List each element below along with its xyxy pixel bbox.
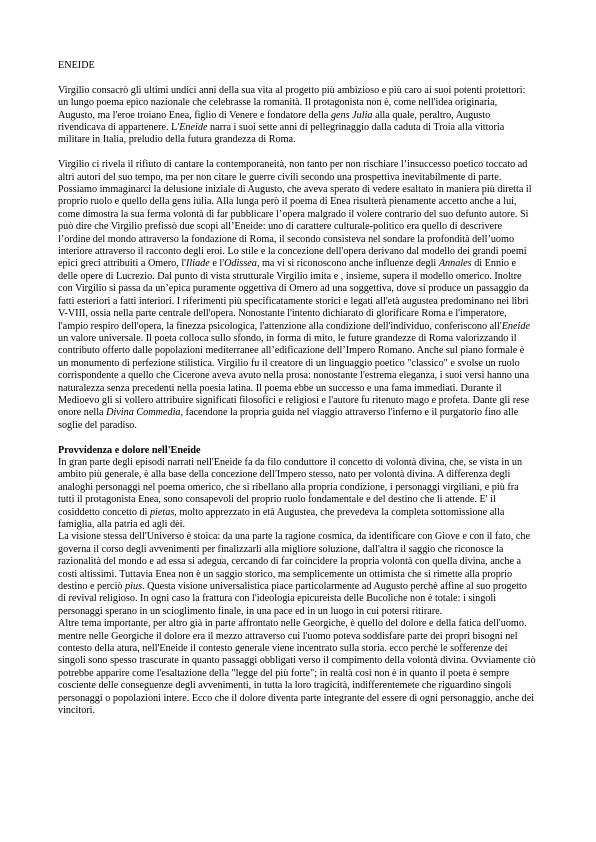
italic-text: Divina Commedia	[106, 407, 181, 419]
italic-text: Odissea	[224, 258, 257, 270]
italic-text: Annales	[438, 258, 472, 270]
text-run: di Ennio e delle opere di Lucrezio. Dal punto di vista strutturale Virgilio imita e , insieme, supera il modello omerico. Inoltre con Virgilio si passa da un’epica puramente oggettiva di Omero ad una soggettiva, dove si produce un passaggio da fatti esteriori a fatti interiori. I riferimenti più specificatamente storici e legati all'età augustea predominano nei libri V-VIII, ossia nella parte centrale dell'opera. Nonostante l'intento dichiarato di glorificare Roma e l'imperatore, l'ampio respiro dell'opera, la finezza psicologica, l'attenzione alla condizione dell'individuo, conferiscono all'	[58, 258, 529, 332]
text-run: Virgilio consacrò gli ultimi undici anni della sua vita al progetto più ambizioso e più caro ai suoi potenti protettori: un lungo poema epico nazionale che celebrasse la romanità. Il protagonista non è, come nell'idea originaria, Augusto, ma l'eroe troiano Enea, figlio di Venere e fondatore della	[58, 84, 526, 121]
text-run: In gran parte degli episodi narrati nell'Eneide fa da filo conduttore il concetto di volontà divina, che, se vista in un ambito più generale, è alla base della concezione dell'Impero stesso, nato per volontà divina. A differenza degli analoghi personaggi nel poema omerico, che si ribellano alla propria condizione, i personaggi virgiliani, e più fra tutti il protagonista Enea, sono consapevoli del proprio ruolo fondamentale e del destino che li attende. E' il cosiddetto concetto di	[58, 456, 523, 518]
italic-text: Iliade	[186, 258, 210, 270]
document-page	[58, 60, 536, 717]
paragraph-providence	[58, 457, 536, 531]
text-run: alla quale, peraltro, Augusto rivendicava di appartenere. L'	[58, 109, 491, 134]
spacer	[58, 432, 536, 444]
paragraph-stoic-vision	[58, 531, 536, 618]
paragraph-analysis	[58, 159, 536, 432]
italic-text: pius	[125, 581, 143, 593]
text-run: e l'	[209, 258, 225, 270]
text-run: un valore universale. Il poeta colloca sullo sfondo, in forma di mito, le future grandezze di Roma valorizzando il contributo offerto dalle popolazioni mediterranee all’edificazione dell’Impero Romano. Anche sul piano formale è un monumento di perfezione stilistica. Virgilio fu il creatore di un linguaggio poetico "classico" e svolse un ruolo corrispondente a quello che Cicerone aveva avuto nella prosa: nonostante l'estrema eleganza, i suoi versi hanno una naturalezza senza precedenti nella poesia latina. Il poema ebbe un successo e una fama immediati. Durante il Medioevo gli si vollero attribuire significati filosofici e religiosi e l'autore fu ritenuto mago e profeta. Dante gli rese onore nella	[58, 332, 530, 419]
paragraph-intro	[58, 85, 536, 147]
italic-text: gens Julia	[330, 109, 373, 121]
italic-text: pietas	[149, 506, 175, 518]
spacer	[58, 147, 536, 159]
text-run: , ma vi si riconoscono anche influenze degli	[256, 258, 439, 270]
text-run: , facendone la propria guida nel viaggio attraverso l'inferno e il purgatorio fino alle soglie del paradiso.	[58, 407, 519, 431]
section-heading: Provvidenza e dolore nell'Eneide	[58, 444, 201, 456]
italic-text: Eneide	[179, 122, 208, 134]
text-run: . Questa visione universalistica piace particolarmente ad Augusto perchè affine al suo progetto di revival religioso. In ogni caso la frattura con l'ideologia epicureista delle Bucoliche non è totale: i singoli personaggi sperano in un scioglimento finale, in una pace ed in un luogo in cui potersi ritirare.	[58, 581, 527, 617]
italic-text: Eneide	[501, 320, 530, 332]
spacer	[58, 72, 536, 84]
text-run: Virgilio ci rivela il rifiuto di cantare la contemporaneità, non tanto per non rischiare l’insuccesso poetico toccato ad altri autori del suo tempo, ma per non citare le guerre civili secondo una prospettiva inevitabilmente di parte. Possiamo immaginarci la delusione iniziale di Augusto, che aveva sperato di vedere esaltato in maniera più diretta il proprio ruolo e quello della gens iulia. Alla lunga però il poema di Enea risulterà pienamente accetto anche a lui, come dimostra la sua ferma volontà di far pubblicare l’opera malgrado il volere contrario del suo defunto autore. Si può dire che Virgilio prefissò due scopi all’Eneide: uno di carattere culturale-politico era quello di descrivere l’ordine del mondo attraverso la fondazione di Roma, il secondo consisteva nel sondare la profondità dell’uomo interiore attraverso il racconto degli eroi. Lo stile e la concezione dell'opera derivano dal modello dei grandi poemi epici greci attribuiti a Omero, l'	[58, 159, 532, 270]
paragraph-pain	[58, 618, 536, 717]
text-run: Altre tema importante, per altro già in parte affrontato nelle Georgiche, è quello del dolore e della fatica dell'uomo. mentre nelle Georgiche il dolore era il mezzo attraverso cui l'uomo poteva soddisfare parte dei propri bisogni nel contesto della atura, nell'Eneide il contesto generale viene incentrato sulla storia. ecco perchè le sofferenze dei singoli sono spesso trascurate in quanto passaggi obbligati verso il compimento della volontà divina. Ovviamente ciò potrebbe apparire come l'esaltazione della "legge del più forte"; in realtà così non è in quanto il poeta è sempre cosciente delle conseguenze degli avvenimenti, in tutta la loro tragicità, indifferentemete che riguardino singoli personaggi o popolazioni intere. Ecco che il dolore diventa parte integrante del essere di ogni personaggio, anche dei vincitori.	[58, 618, 536, 717]
text-run: narra i suoi sette anni di pellegrinaggio dalla caduta di Troia alla vittoria militare in Italia, preludio della futura grandezza di Roma.	[58, 122, 505, 146]
text-run: La visione stessa dell'Universo è stoica: da una parte la ragione cosmica, da identificare con Giove e con il fato, che governa il corso degli avvenimenti per finalizzarli alla migliore soluzione, dall'altra il saggio che riconosce la razionalità del mondo e ad essa si adegua, cercando di far coincidere la propria volontà con quella divina, anche a costi altissimi. Tuttavia Enea non è un saggio storico, ma semplicemente un ottimista che si rimette alla proprio destino e perciò	[58, 531, 530, 593]
document-title: ENEIDE	[58, 60, 95, 71]
text-run: , molto apprezzato in età Augustea, che prevedeva la completa sottomissione alla famiglia, alla patria ed agli dèi.	[58, 506, 505, 530]
